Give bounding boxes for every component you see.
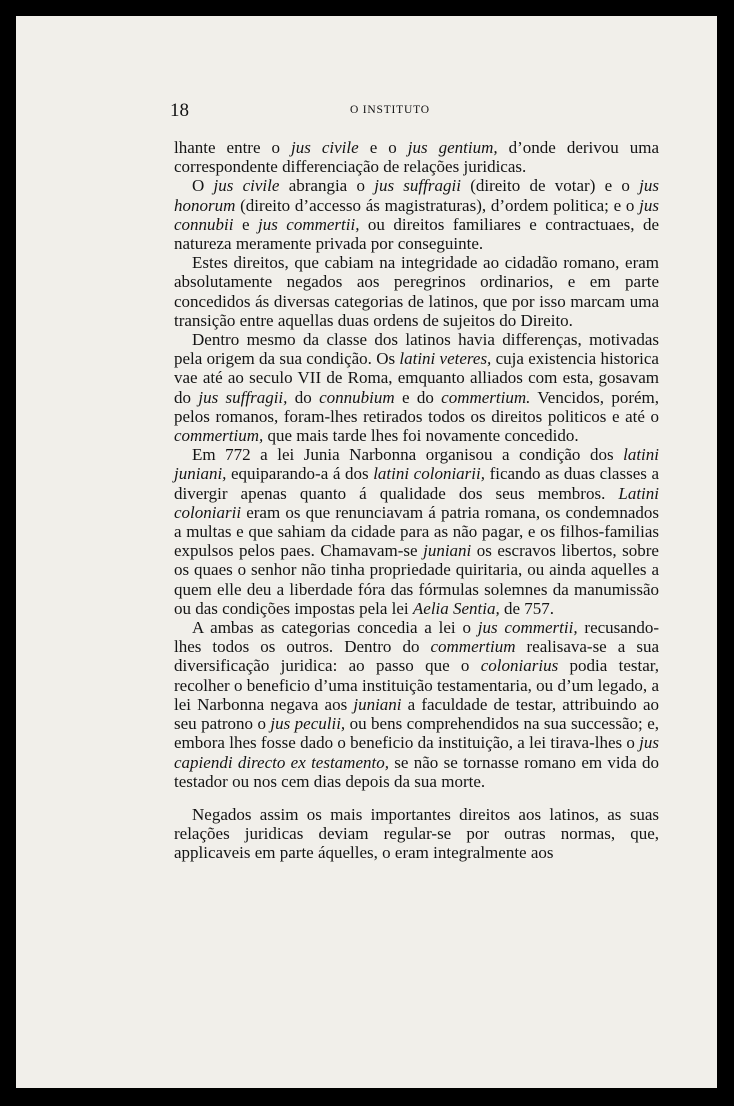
text-run: ficando as duas classes a divergir apenas quanto á qualidade dos seus membros.	[174, 464, 659, 503]
italic-term: jus suffragii,	[198, 387, 288, 407]
italic-term: commertium	[430, 637, 516, 657]
italic-term: commertium,	[174, 426, 264, 446]
book-page	[16, 16, 717, 1088]
text-run: lhante entre o	[174, 138, 292, 157]
text-run: e	[233, 214, 258, 234]
italic-term: juniani	[423, 541, 472, 561]
text-run: que mais tarde lhes foi novamente concedido.	[263, 426, 579, 446]
text-run: cuja existencia historica vae até ao seculo VII de Roma, emquanto alliados com esta, gosavam do	[174, 349, 659, 407]
italic-term: jus peculii,	[270, 714, 346, 734]
text-run: (direito de votar) e o	[460, 176, 640, 196]
text-run: Vencidos, porém, pelos romanos, foram-lhes retirados todos os direitos politicos e até o	[174, 387, 660, 426]
text-run: Estes direitos, que cabiam na integridade ao cidadão romano, eram absolutamente negados aos peregrinos ordinarios, e em parte concedidos ás diversas categorias de latinos, que por isso marcam uma transição entre aquellas duas ordens de sujeitos do Direito.	[174, 253, 659, 330]
text-run: recusando-lhes todos os outros. Dentro do	[174, 618, 659, 657]
text-run: os escravos libertos, sobre os quaes o senhor não tinha propriedade quiritaria, ou ainda aquelles a quem elle deu a liberdade fóra das fórmulas solemnes da manumissão ou das condições impostas pela lei	[174, 541, 659, 618]
text-run: equiparando-a á dos	[226, 464, 374, 484]
paragraph	[174, 176, 659, 253]
text-run: O	[192, 176, 214, 196]
italic-term: Aelia Sentia,	[412, 598, 500, 618]
italic-term: jus connubii	[174, 195, 659, 234]
italic-term: latini juniani,	[174, 445, 659, 484]
text-run: se não se tornasse romano em vida do testador ou nos cem dias depois da sua morte.	[174, 752, 659, 791]
paragraph	[174, 253, 659, 330]
italic-term: jus capiendi directo ex testamento,	[174, 733, 659, 772]
paragraph	[174, 805, 659, 863]
text-run: abrangia o	[279, 176, 375, 196]
text-run: de 757.	[499, 598, 555, 618]
italic-term: jus commertii,	[477, 618, 578, 638]
text-run: podia testar, recolher o beneficio d’uma instituição testamentaria, ou d’um legado, a lei Narbonna negava aos	[174, 656, 659, 714]
running-head	[170, 100, 610, 124]
body-text	[174, 138, 659, 863]
italic-term: latini coloniarii,	[373, 464, 485, 484]
text-run: e do	[394, 387, 442, 407]
italic-term: jus honorum	[174, 176, 659, 215]
text-run: realisava-se a sua diversificação juridica: ao passo que o	[174, 637, 659, 676]
italic-term: connubium	[319, 387, 395, 407]
paragraph	[174, 330, 659, 445]
italic-term: juniani	[353, 694, 402, 714]
italic-term: jus civile	[213, 176, 280, 196]
italic-term: Latini coloniarii	[174, 483, 659, 522]
italic-term: commertium.	[441, 387, 531, 407]
italic-term: jus commertii,	[257, 214, 360, 234]
text-run: e o	[358, 138, 408, 157]
text-run: (direito d’accesso ás magistraturas), d’ordem politica; e o	[235, 195, 640, 215]
italic-term: jus suffragii	[374, 176, 461, 196]
page-number: 18	[170, 100, 189, 121]
text-run: do	[287, 387, 320, 407]
text-run: A ambas as categorias concedia a lei o	[192, 618, 478, 638]
paragraph	[174, 445, 659, 618]
text-run: eram os que renunciavam á patria romana, os condemnados a multas e que sahiam da cidade para as não pagar, e os filhos-familias expulsos pelos paes. Chamavam-se	[174, 502, 659, 561]
text-run: Em 772 a lei Junia Narbonna organisou a condição dos	[192, 445, 624, 465]
text-run: d’onde derivou uma correspondente differenciação de relações juridicas.	[174, 138, 660, 177]
italic-term: jus gentium,	[407, 138, 498, 157]
text-run: Dentro mesmo da classe dos latinos havia differenças, motivadas pela origem da sua condição. Os	[174, 330, 659, 369]
paragraph	[174, 138, 659, 176]
italic-term: jus civile	[291, 138, 359, 157]
paragraph	[174, 618, 659, 791]
italic-term: latini veteres,	[399, 349, 492, 369]
page-header-title: O INSTITUTO	[350, 104, 430, 116]
text-run: ou direitos familiares e contractuaes, de natureza meramente privada por conseguinte.	[174, 214, 659, 254]
text-run: Negados assim os mais importantes direitos aos latinos, as suas relações juridicas deviam regular-se por outras normas, que, applicaveis em parte áquelles, o eram integralmente aos	[174, 804, 659, 863]
text-run: ou bens comprehendidos na sua successão; e, embora lhes fosse dado o beneficio da instituição, a lei tirava-lhes o	[174, 714, 659, 753]
text-run: a faculdade de testar, attribuindo ao seu patrono o	[174, 694, 659, 734]
italic-term: coloniarius	[480, 656, 559, 676]
